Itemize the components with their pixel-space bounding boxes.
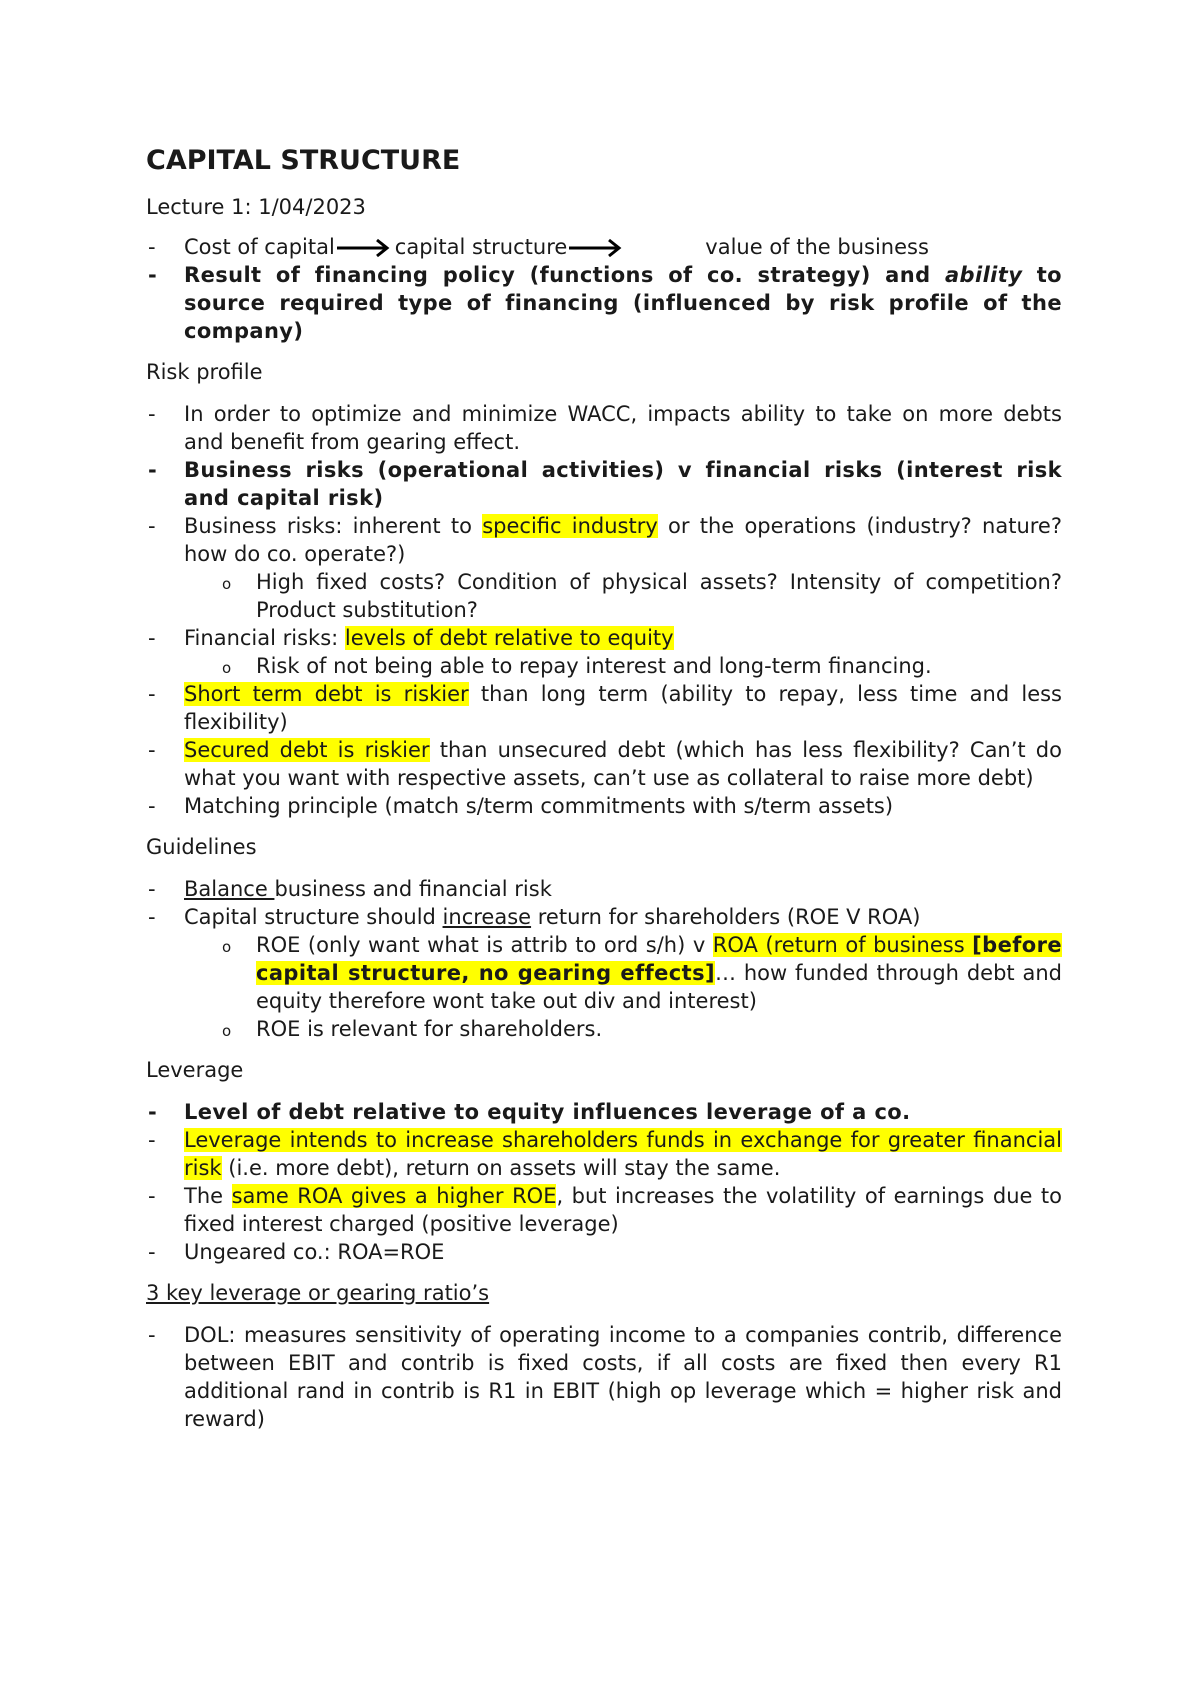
sub-bullet: o: [222, 938, 232, 956]
list-item: - Result of financing policy (functions of co. strategy) and ability to source required type of financing (influenced by risk profile of the company): [148, 263, 1062, 343]
bullet: -: [148, 877, 156, 901]
intro-list: [146, 233, 1062, 345]
risk-list: [146, 400, 1062, 820]
bullet: -: [148, 235, 156, 259]
list-item: - Business risks (operational activities) v financial risks (interest risk and capital risk): [148, 458, 1062, 510]
right-arrow-icon: [337, 238, 393, 258]
section-heading: Guidelines: [146, 835, 257, 859]
highlight: Short term debt is riskier: [184, 682, 469, 706]
sub-list-item: o ROE (only want what is attrib to ord s/h) v ROA (return of business [before capital structure, no gearing effects]… how funded through debt and equity therefore wont take out div and interest): [222, 933, 1063, 1013]
list-item: - Financial risks: levels of debt relative to equity: [148, 626, 674, 650]
section-heading: 3 key leverage or gearing ratio’s: [146, 1281, 490, 1305]
sub-bullet: o: [222, 575, 232, 593]
list-item: - Matching principle (match s/term commitments with s/term assets): [148, 794, 894, 818]
leverage-list: [146, 1098, 1062, 1266]
bullet: -: [148, 1240, 156, 1264]
document-title: CAPITAL STRUCTURE: [146, 145, 461, 176]
bullet: -: [148, 738, 156, 762]
list-item: - Level of debt relative to equity influences leverage of a co.: [148, 1100, 911, 1124]
bullet: -: [148, 1128, 156, 1152]
list-item: - DOL: measures sensitivity of operating income to a companies contrib, difference between EBIT and contrib is fixed costs, if all costs are fixed then every R1 additional rand in contrib is R1 in EBIT (high op leverage which = higher risk and reward): [148, 1323, 1062, 1431]
flow-step: Cost of capital: [184, 235, 335, 259]
list-item: - Business risks: inherent to specific industry or the operations (industry? nature? how do co. operate?): [148, 514, 1062, 566]
bullet: -: [148, 263, 158, 287]
sub-list-item: o Risk of not being able to repay interest and long-term financing.: [146, 652, 1062, 680]
bullet: -: [148, 458, 158, 482]
guidelines-list: [146, 875, 1062, 1043]
list-item: - Balance business and financial risk: [148, 877, 552, 901]
highlight: Leverage intends to increase shareholders funds in exchange for greater financial risk: [184, 1128, 1062, 1180]
sub-bullet: o: [222, 659, 232, 677]
right-arrow-icon: [569, 238, 625, 258]
sub-list-item: o High fixed costs? Condition of physical assets? Intensity of competition? Product substitution?: [222, 570, 1062, 622]
list-item: - In order to optimize and minimize WACC, impacts ability to take on more debts and benefit from gearing effect.: [148, 402, 1062, 454]
highlight: same ROA gives a higher ROE: [231, 1184, 557, 1208]
list-item: - The same ROA gives a higher ROE, but increases the volatility of earnings due to fixed interest charged (positive leverage): [148, 1184, 1063, 1236]
list-item: - Leverage intends to increase shareholders funds in exchange for greater financial risk (i.e. more debt), return on assets will stay the same.: [148, 1128, 1062, 1180]
bullet: -: [148, 1100, 158, 1124]
highlight: Secured debt is riskier: [184, 738, 430, 762]
lecture-date: Lecture 1: 1/04/2023: [146, 195, 366, 219]
list-item: [146, 233, 1062, 261]
bullet: -: [148, 1184, 156, 1208]
list-item: - Capital structure should increase return for shareholders (ROE V ROA): [148, 905, 921, 929]
bullet: -: [148, 905, 156, 929]
sub-list-item: o ROE is relevant for shareholders.: [146, 1015, 1062, 1043]
document-page: [146, 144, 1062, 1433]
highlight: ROA (return of business [before capital structure, no gearing effects]: [256, 933, 1062, 985]
section-heading: Risk profile: [146, 360, 263, 384]
highlight: levels of debt relative to equity: [344, 626, 674, 650]
list-item: - Secured debt is riskier than unsecured debt (which has less flexibility? Can’t do what you want with respective assets, can’t use as collateral to raise more debt): [148, 738, 1062, 790]
highlight: specific industry: [482, 514, 658, 538]
bullet: -: [148, 626, 156, 650]
bullet: -: [148, 402, 156, 426]
sub-bullet: o: [222, 1022, 232, 1040]
list-item: - Short term debt is riskier than long term (ability to repay, less time and less flexibility): [148, 682, 1062, 734]
flow-step: value of the business: [705, 235, 929, 259]
section-heading: Leverage: [146, 1058, 244, 1082]
bullet: -: [148, 682, 156, 706]
bullet: -: [148, 794, 156, 818]
bullet: -: [148, 514, 156, 538]
ratios-list: [146, 1321, 1062, 1433]
list-item: - Ungeared co.: ROA=ROE: [148, 1240, 445, 1264]
bullet: -: [148, 1323, 156, 1347]
flow-step: capital structure: [394, 235, 568, 259]
